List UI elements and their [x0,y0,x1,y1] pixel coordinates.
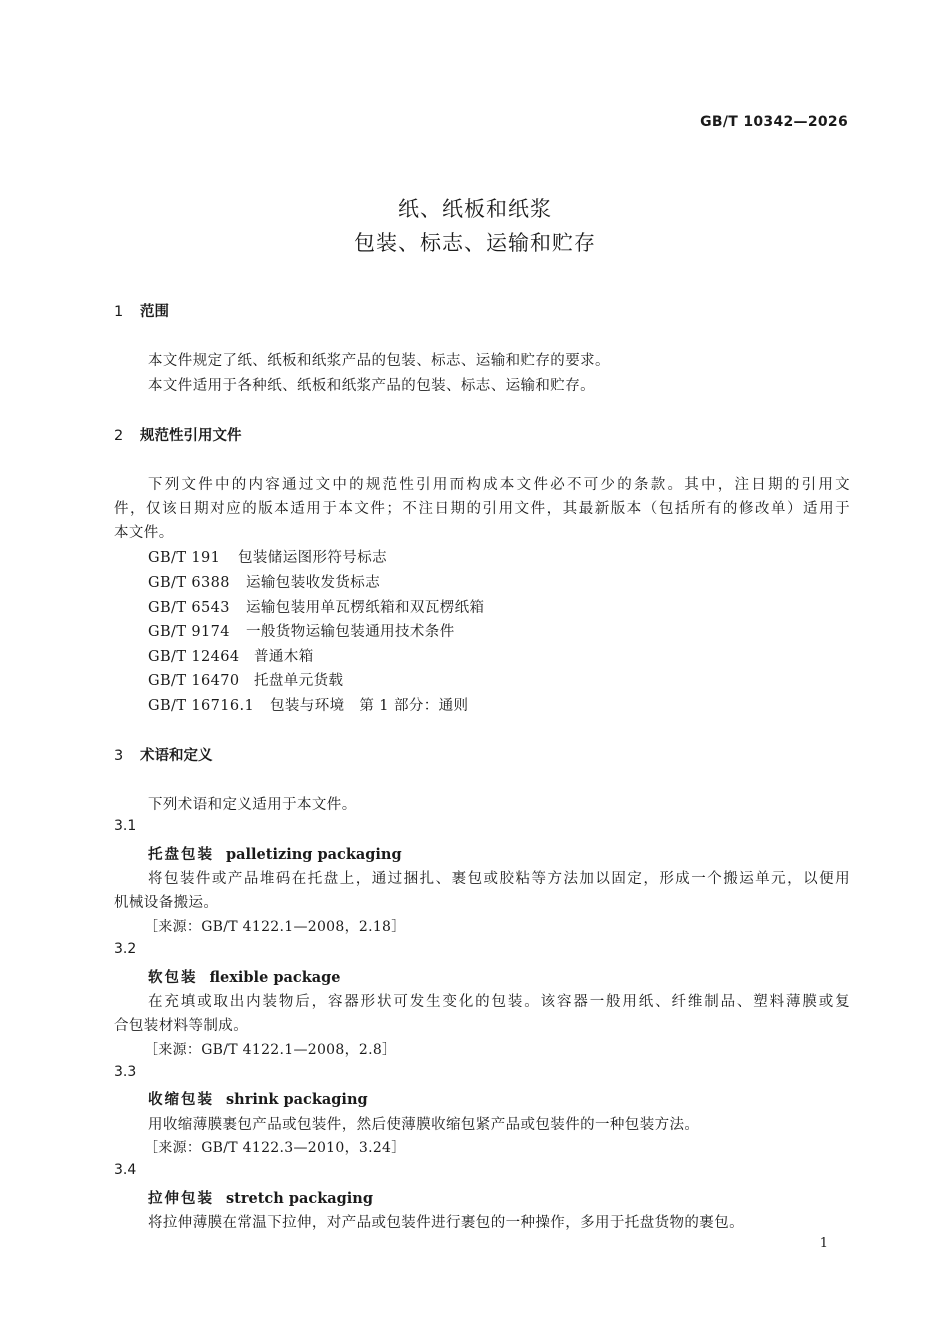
section-title: 术语和定义 [140,748,213,764]
normative-intro-line: 件，仅该日期对应的版本适用于本文件；不注日期的引用文件，其最新版本（包括所有的修改单）适用于 [114,501,850,517]
page-number: 1 [819,1236,828,1251]
reference-code: GB/T 16716.1 [148,698,255,714]
term-definition-line: 用收缩薄膜裹包产品或包装件，然后使薄膜收缩包紧产品或包装件的一种包装方法。 [148,1117,700,1133]
normative-intro-line: 下列文件中的内容通过文中的规范性引用而构成本文件必不可少的条款。其中，注日期的引用文 [148,477,850,493]
term-name-en: stretch packaging [226,1190,373,1207]
terms-intro: 下列术语和定义适用于本文件。 [148,797,357,813]
term-name-en: shrink packaging [226,1091,368,1108]
reference-code: GB/T 16470 [148,673,240,689]
section-number: 1 [114,304,124,320]
normative-intro-line: 本文件。 [114,525,174,541]
term-definition-line: 在充填或取出内装物后，容器形状可发生变化的包装。该容器一般用纸、纤维制品、塑料薄膜或复 [148,994,850,1010]
term-source: ［来源：GB/T 4122.3—2010，3.24］ [144,1140,406,1156]
term-name [148,1187,373,1208]
reference-title: 托盘单元货载 [254,673,344,689]
reference-item [148,620,455,641]
term-number: 3.3 [114,1064,137,1080]
reference-title: 包装与环境 第 1 部分：通则 [270,698,469,714]
scope-paragraph: 本文件适用于各种纸、纸板和纸浆产品的包装、标志、运输和贮存。 [148,378,595,394]
term-number: 3.4 [114,1162,137,1178]
section-heading-normative [114,424,242,445]
section-title: 规范性引用文件 [140,428,242,444]
term-number: 3.1 [114,818,137,834]
term-definition-line: 将包装件或产品堆码在托盘上，通过捆扎、裹包或胶粘等方法加以固定，形成一个搬运单元，以便用 [148,871,850,887]
reference-title: 运输包装用单瓦楞纸箱和双瓦楞纸箱 [246,600,485,616]
term-definition-line: 合包装材料等制成。 [114,1018,249,1034]
term-name [148,966,341,987]
reference-item [148,546,387,567]
reference-code: GB/T 12464 [148,649,240,665]
term-definition-line: 机械设备搬运。 [114,895,219,911]
scope-paragraph: 本文件规定了纸、纸板和纸浆产品的包装、标志、运输和贮存的要求。 [148,353,610,369]
section-heading-terms [114,744,213,765]
reference-code: GB/T 9174 [148,624,230,640]
reference-title: 普通木箱 [254,649,314,665]
term-name-zh: 托盘包装 [148,847,214,863]
reference-title: 包装储运图形符号标志 [238,550,387,566]
reference-item [148,645,314,666]
reference-title: 运输包装收发货标志 [246,575,381,591]
term-name-zh: 收缩包装 [148,1092,214,1108]
term-source: ［来源：GB/T 4122.1—2008，2.8］ [144,1042,397,1058]
reference-code: GB/T 191 [148,550,221,566]
term-name-zh: 拉伸包装 [148,1191,214,1207]
term-source: ［来源：GB/T 4122.1—2008，2.18］ [144,919,406,935]
reference-item [148,669,343,690]
section-number: 2 [114,428,124,444]
reference-item [148,694,468,715]
term-name-zh: 软包装 [148,970,198,986]
reference-code: GB/T 6543 [148,600,230,616]
reference-item [148,571,380,592]
section-title: 范围 [140,304,169,320]
term-definition-line: 将拉伸薄膜在常温下拉伸，对产品或包装件进行裹包的一种操作，多用于托盘货物的裹包。 [148,1215,744,1231]
term-name-en: palletizing packaging [226,846,402,863]
document-title-line2: 包装、标志、运输和贮存 [354,231,596,255]
section-number: 3 [114,748,124,764]
term-name-en: flexible package [209,969,341,986]
term-name [148,1088,368,1109]
standard-number: GB/T 10342—2026 [700,114,848,130]
reference-code: GB/T 6388 [148,575,230,591]
section-heading-scope [114,300,169,321]
term-name [148,843,402,864]
document-title-line1: 纸、纸板和纸浆 [398,197,552,221]
reference-item [148,596,484,617]
reference-title: 一般货物运输包装通用技术条件 [246,624,455,640]
term-number: 3.2 [114,941,137,957]
